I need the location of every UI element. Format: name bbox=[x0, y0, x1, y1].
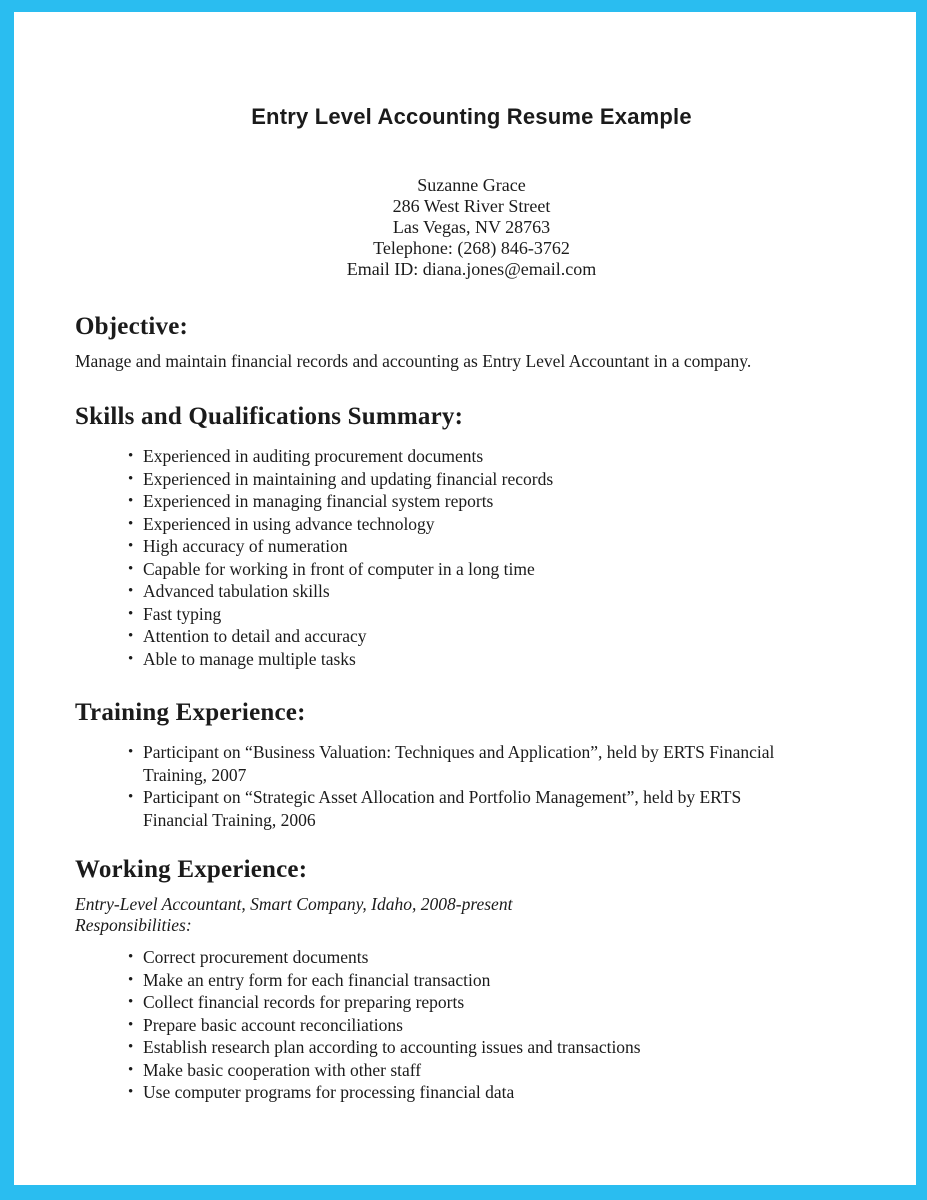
training-item: • Participant on “Business Valuation: Techniques and Application”, held by ERTS Financial Training, 2007 bbox=[130, 741, 800, 786]
responsibility-item: • Make basic cooperation with other staff bbox=[130, 1059, 868, 1082]
skill-item: • Able to manage multiple tasks bbox=[130, 648, 868, 671]
responsibility-item: • Collect financial records for preparing reports bbox=[130, 991, 868, 1014]
skill-item: • High accuracy of numeration bbox=[130, 535, 868, 558]
contact-name: Suzanne Grace bbox=[417, 175, 526, 195]
responsibilities-label: Responsibilities: bbox=[75, 915, 192, 935]
contact-email: Email ID: diana.jones@email.com bbox=[346, 259, 597, 279]
skill-item: • Experienced in managing financial system reports bbox=[130, 490, 868, 513]
document-title: Entry Level Accounting Resume Example bbox=[251, 104, 692, 129]
responsibilities-list bbox=[130, 946, 868, 1104]
skill-item: • Capable for working in front of computer in a long time bbox=[130, 558, 868, 581]
skill-item: • Advanced tabulation skills bbox=[130, 580, 868, 603]
skills-list bbox=[130, 445, 868, 670]
training-item: • Participant on “Strategic Asset Allocation and Portfolio Management”, held by ERTS Financial Training, 2006 bbox=[130, 786, 800, 831]
responsibility-item: • Correct procurement documents bbox=[130, 946, 868, 969]
training-list bbox=[130, 741, 868, 831]
resume-document bbox=[14, 12, 916, 1185]
objective-text: Manage and maintain financial records and accounting as Entry Level Accountant in a company. bbox=[75, 351, 752, 371]
skill-item: • Experienced in maintaining and updating financial records bbox=[130, 468, 868, 491]
responsibility-item: • Make an entry form for each financial transaction bbox=[130, 969, 868, 992]
job-title-line: Entry-Level Accountant, Smart Company, Idaho, 2008-present bbox=[75, 894, 513, 914]
skills-heading: Skills and Qualifications Summary: bbox=[75, 403, 464, 430]
contact-block bbox=[62, 175, 881, 280]
working-experience-heading: Working Experience: bbox=[75, 856, 308, 883]
skill-item: • Fast typing bbox=[130, 603, 868, 626]
responsibility-item: • Use computer programs for processing financial data bbox=[130, 1081, 868, 1104]
responsibility-item: • Establish research plan according to accounting issues and transactions bbox=[130, 1036, 868, 1059]
skill-item: • Experienced in using advance technology bbox=[130, 513, 868, 536]
training-heading: Training Experience: bbox=[75, 699, 306, 726]
contact-city-state-zip: Las Vegas, NV 28763 bbox=[392, 217, 551, 237]
contact-street: 286 West River Street bbox=[392, 196, 551, 216]
skill-item: • Experienced in auditing procurement documents bbox=[130, 445, 868, 468]
objective-heading: Objective: bbox=[75, 313, 189, 340]
responsibility-item: • Prepare basic account reconciliations bbox=[130, 1014, 868, 1037]
contact-telephone: Telephone: (268) 846-3762 bbox=[373, 238, 570, 258]
skill-item: • Attention to detail and accuracy bbox=[130, 625, 868, 648]
